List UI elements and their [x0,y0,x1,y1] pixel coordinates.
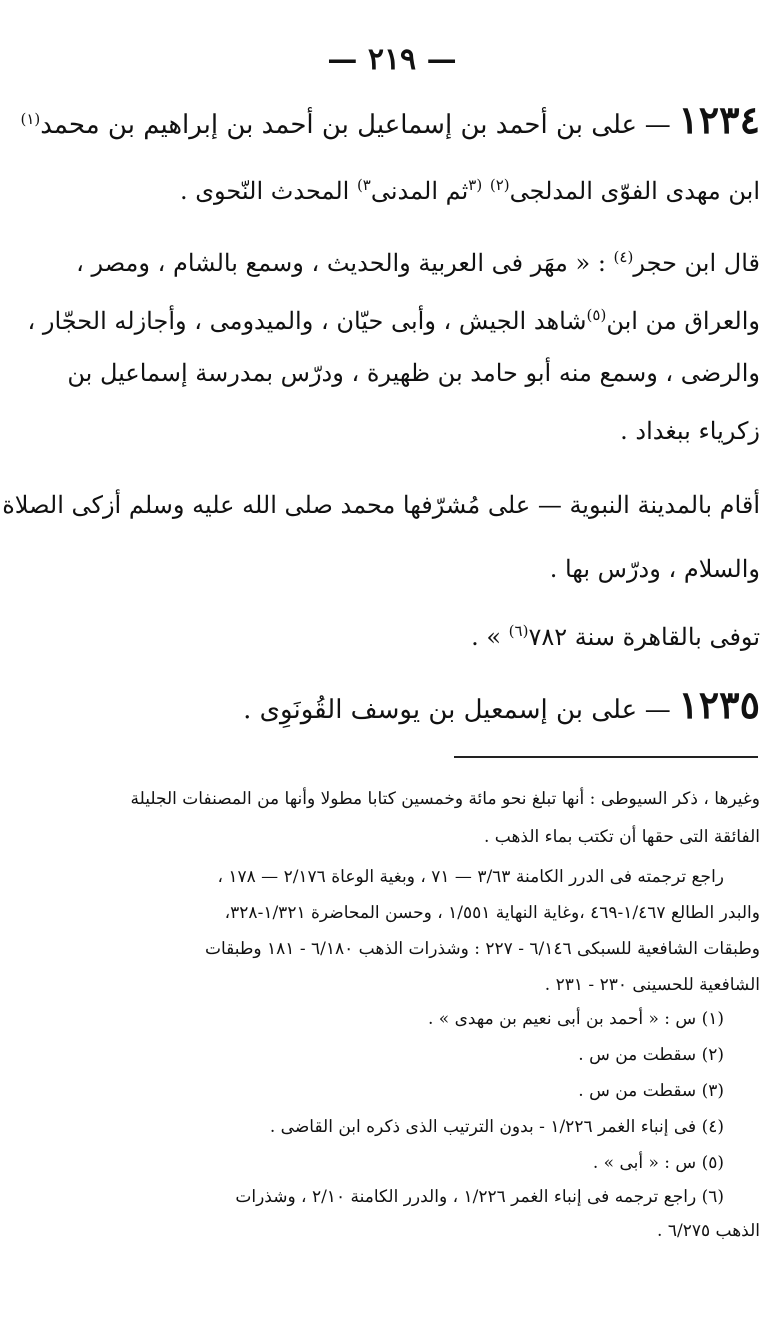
paragraph-2-line-2: والسلام ، ودرّس بها . [549,555,760,583]
paragraph-1-line-1 [70,240,760,280]
footnote-1: (١) س : « أحمد بن أبى نعيم بن مهدى » . [427,1009,724,1029]
paragraph-1-line-3: والرضى ، وسمع منه أبو حامد بن ظهيرة ، ودرّس بمدرسة إسماعيل بن [67,359,760,387]
footnote-5: (٥) س : « أبى » . [592,1153,724,1173]
paragraph-3-line-1 [70,614,760,654]
footnote-continuation-line-2: الفائقة التى حقها أن تكتب بماء الذهب . [483,827,760,847]
entry-number: ١٢٣٥ [678,682,760,727]
paragraph-2-line-1: أقام بالمدينة النبوية — على مُشرّفها محمد صلى الله عليه وسلم أزكى الصلاة [2,491,760,519]
name-part: المحدث النّحوى . [179,177,350,205]
footnote-2: (٢) سقطت من س . [578,1045,724,1065]
entry-1235-heading [70,682,760,727]
footnote-references-line-4: الشافعية للحسينى ٢٣٠ - ٢٣١ . [544,975,760,995]
entry-dash: — [644,695,671,725]
footnote-ref-1: (١) [20,110,41,128]
text-run: : « مهَر فى العربية والحديث ، وسمع بالشام ، ومصر ، [76,249,606,277]
footnote-ref-3-mark: ٣ [468,176,477,194]
footnote-references-line-3: وطبقات الشافعية للسبكى ٦/١٤٦ - ٢٢٧ : وشذرات الذهب ٦/١٨٠ - ١٨١ وطبقات [204,939,760,959]
footnote-ref-3-close: ٣) [356,176,371,194]
entry-dash: — [644,110,671,140]
page-number: — ٢١٩ — [327,42,457,77]
entry-1234-name-line2 [70,168,760,208]
footnote-3: (٣) سقطت من س . [578,1081,724,1101]
footnote-ref-3-open: ( [476,176,483,194]
entry-name: على بن إسمعيل بن يوسف القُونَوِى . [243,695,638,725]
paragraph-1-line-2 [27,298,760,338]
paragraph-1-line-4: زكرياء ببغداد . [620,417,760,445]
text-run: والعراق من ابن [606,307,760,335]
text-run: قال ابن حجر [633,249,760,277]
text-run: شاهد الجيش ، وأبى حيّان ، والميدومى ، وأجازله الحجّار ، [27,307,587,335]
footnote-references-line-1: راجع ترجمته فى الدرر الكامنة ٣/٦٣ — ٧١ ، وبغية الوعاة ٢/١٧٦ — ١٧٨ ، [217,867,724,887]
footnote-separator [454,756,758,758]
entry-1234-heading [20,97,760,142]
footnote-ref-4: (٤) [613,248,634,266]
name-part: ابن مهدى الفوّى المدلجى [509,177,760,205]
entry-number: ١٢٣٤ [678,97,760,142]
name-part: ثم المدنى [370,177,469,205]
entry-name-line1: على بن أحمد بن إسماعيل بن أحمد بن إبراهيم بن محمد [40,110,638,140]
text-run: » . [471,623,502,651]
footnote-6-line-1: (٦) راجع ترجمه فى إنباء الغمر ١/٢٢٦ ، والدرر الكامنة ٢/١٠ ، وشذرات [235,1187,724,1207]
text-run: توفى بالقاهرة سنة ٧٨٢ [528,623,760,651]
footnote-references-line-2: والبدر الطالع ١/٤٦٧-٤٦٩ ،وغاية النهاية ١/٥٥١ ، وحسن المحاضرة ١/٣٢١-٣٢٨، [224,903,760,923]
footnote-ref-6: (٦) [508,622,529,640]
footnote-4: (٤) فى إنباء الغمر ١/٢٢٦ - بدون الترتيب الذى ذكره ابن القاضى . [269,1117,724,1137]
footnote-continuation-line-1: وغيرها ، ذكر السيوطى : أنها تبلغ نحو مائة وخمسين كتابا مطولا وأنها من المصنفات الجليلة [130,789,760,809]
footnote-ref-2: (٢) [489,176,510,194]
footnote-ref-5: (٥) [586,306,607,324]
footnote-6-line-2: الذهب ٦/٢٧٥ . [657,1221,760,1241]
